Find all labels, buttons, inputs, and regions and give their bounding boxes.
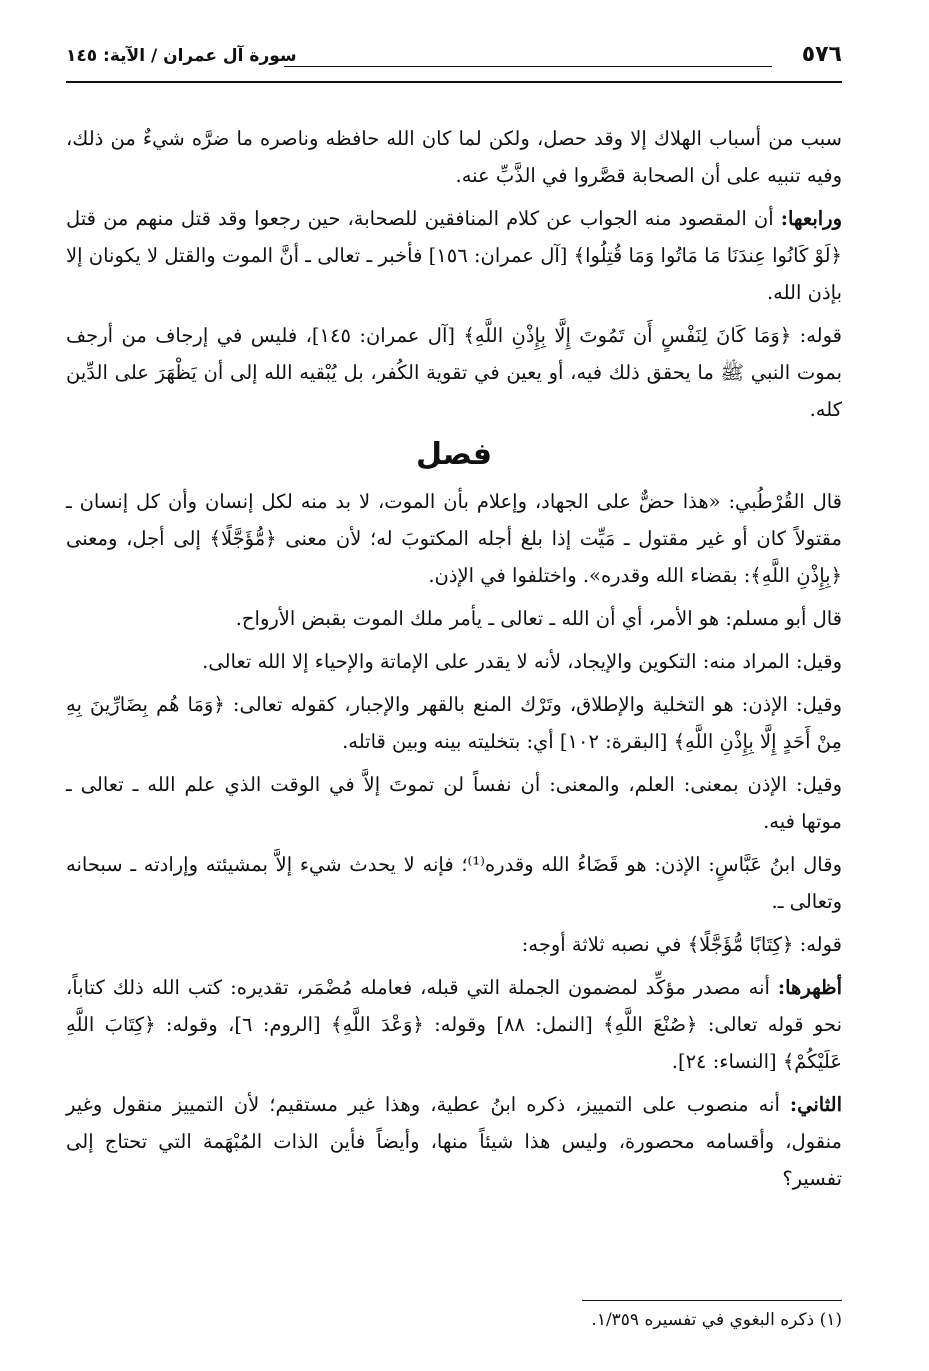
header-rule — [66, 81, 842, 83]
paragraph-text: وقال ابنُ عَبَّاسٍ: الإذن: هو قَضَاءُ الله وقدره⁽¹⁾؛ فإنه لا يحدث شيء إلاَّ بمشيئته وإرادته ـ سبحانه وتعالى ـ. — [66, 853, 842, 913]
paragraph-lead: أظهرها: — [777, 976, 842, 999]
paragraph-text: سبب من أسباب الهلاك إلا وقد حصل، ولكن لما كان الله حافظه وناصره ما ضرَّه شيءٌ من ذلك، وفيه تنبيه على أن الصحابة قصَّروا في الذَّبِّ عنه. — [66, 127, 842, 187]
paragraph — [66, 600, 842, 637]
paragraph-text: وقيل: المراد منه: التكوين والإيجاد، لأنه لا يقدر على الإماتة والإحياء إلا الله تعالى. — [202, 650, 842, 673]
section-heading: فصل — [416, 437, 492, 472]
page-number: ٥٧٦ — [801, 42, 842, 67]
running-title: سورة آل عمران / الآية: ١٤٥ — [66, 46, 297, 66]
paragraph-lead: ورابعها: — [780, 207, 842, 230]
paragraph-text: قوله: ﴿وَمَا كَانَ لِنَفْسٍ أَن تَمُوتَ إِلَّا بِإِذْنِ اللَّهِ﴾ [آل عمران: ١٤٥]، فليس في إرجاف من أرجف بموت النبي ﷺ ما يحقق ذلك فيه، أو يعين في تقوية الكُفر، بل يُبْقيه الله إلى أن يَظْهَرَ على الدِّين كله. — [66, 324, 842, 421]
paragraph-text: وقيل: الإذن: هو التخلية والإطلاق، وتَرْك المنع بالقهر والإجبار، كقوله تعالى: ﴿وَمَا هُم بِضَارِّينَ بِهِ مِنْ أَحَدٍ إِلَّا بِإِذْنِ اللَّهِ﴾ [البقرة: ١٠٢] أي: بتخليته بينه وبين قاتله. — [66, 693, 842, 753]
paragraph-text: وقيل: الإذن بمعنى: العلم، والمعنى: أن نفساً لن تموتَ إلاَّ في الوقت الذي علم الله ـ تعالى ـ موتها فيه. — [66, 773, 842, 833]
paragraph — [66, 686, 842, 760]
paragraph — [66, 969, 842, 1080]
paragraph — [66, 120, 842, 194]
footnote: (١) ذكره البغوي في تفسيره ١/٣٥٩. — [591, 1310, 842, 1330]
paragraph-text: قال القُرْطُبي: «هذا حضٌّ على الجهاد، وإعلام بأن الموت، لا بد منه لكل إنسان وأن كل إنسان ـ مقتولاً كان أو غير مقتول ـ مَيِّت إذا بلغ أجله المكتوبَ له؛ لأن معنى ﴿مُّؤَجَّلًا﴾ إلى أجل، ومعنى ﴿بِإِذْنِ اللَّهِ﴾: بقضاء الله وقدره». واختلفوا في الإذن. — [66, 490, 842, 587]
paragraph — [66, 846, 842, 920]
paragraph-text: قوله: ﴿كِتَابًا مُّؤَجَّلًا﴾ في نصبه ثلاثة أوجه: — [521, 933, 842, 956]
header-leader-line — [284, 66, 772, 67]
paragraph — [66, 483, 842, 594]
paragraph — [66, 766, 842, 840]
paragraph-lead: الثاني: — [789, 1093, 842, 1116]
paragraph-text: أنه مصدر مؤكِّد لمضمون الجملة التي قبله، فعامله مُضْمَر، تقديره: كتب الله ذلك كتاباً، نحو قوله تعالى: ﴿صُنْعَ اللَّهِ﴾ [النمل: ٨٨] وقوله: ﴿وَعْدَ اللَّهِ﴾ [الروم: ٦]، وقوله: ﴿كِتَابَ اللَّهِ عَلَيْكُمْ﴾ [النساء: ٢٤]. — [66, 976, 843, 1073]
paragraph-text: قال أبو مسلم: هو الأمر، أي أن الله ـ تعالى ـ يأمر ملك الموت بقبض الأرواح. — [235, 607, 842, 630]
paragraph-text: أن المقصود منه الجواب عن كلام المنافقين للصحابة، حين رجعوا وقد قتل منهم من قتل ﴿لَوْ كَانُوا عِندَنَا مَا مَاتُوا وَمَا قُتِلُوا﴾ [آل عمران: ١٥٦] فأخبر ـ تعالى ـ أنَّ الموت والقتل لا يكونان إلا بإذن الله. — [66, 207, 842, 304]
page — [66, 38, 843, 1330]
paragraph — [66, 643, 842, 680]
page-body — [66, 120, 842, 1203]
page-header — [66, 38, 842, 78]
paragraph — [66, 317, 842, 428]
footnote-rule — [582, 1300, 842, 1301]
paragraph — [66, 1086, 842, 1197]
paragraph — [66, 926, 842, 963]
paragraph — [66, 200, 842, 311]
paragraph-text: أنه منصوب على التمييز، ذكره ابنُ عطية، وهذا غير مستقيم؛ لأن التمييز منقول وغير منقول، وأقسامه محصورة، وليس هذا شيئاً منها، وأيضاً فأين الذات المُبْهَمة التي تحتاج إلى تفسير؟ — [66, 1093, 842, 1190]
